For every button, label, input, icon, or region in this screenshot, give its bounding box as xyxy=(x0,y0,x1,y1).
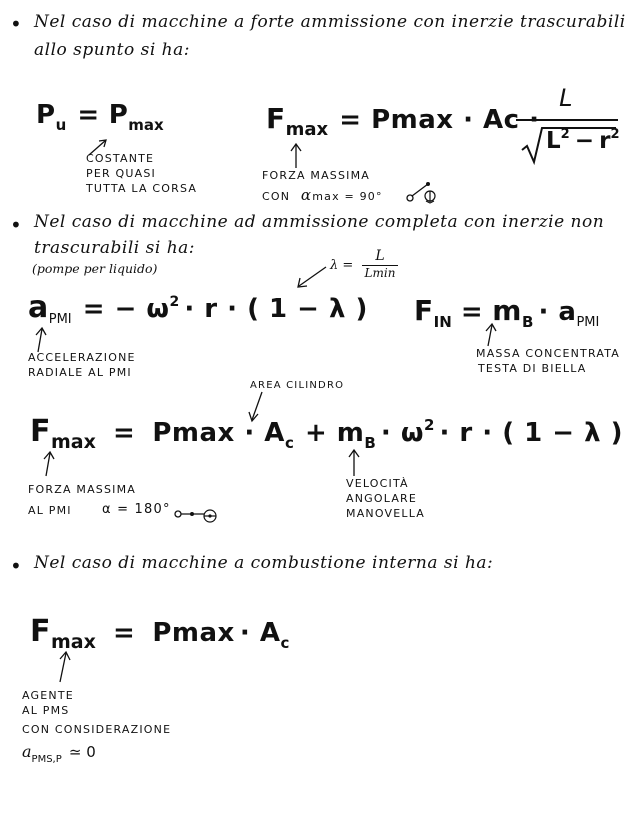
section2-text-line1: Nel caso di macchine ad ammissione completa con inerzie non xyxy=(34,212,605,232)
eq2-max: max xyxy=(51,431,96,453)
note-massa-line1: MASSA CONCENTRATA xyxy=(476,347,621,360)
final-sub: PMS,P xyxy=(31,754,62,765)
note-vel-line2: ANGOLARE xyxy=(346,492,418,505)
eq1-F: F xyxy=(266,102,286,135)
fin-sub: IN xyxy=(433,313,452,331)
note-forza-2: FORZA MASSIMA xyxy=(28,483,137,496)
note-agente xyxy=(22,688,171,737)
apmi-a: a xyxy=(28,290,49,325)
lambda-num: L xyxy=(375,248,385,264)
frac-den-minus: − xyxy=(574,128,595,154)
eq3-max: max xyxy=(51,631,96,653)
note-forza-1: FORZA MASSIMA xyxy=(262,169,371,182)
lambda-def: λ = xyxy=(330,258,354,273)
fin-m: m xyxy=(492,294,522,327)
eq3-equals: = xyxy=(112,618,136,648)
arrow-massa xyxy=(480,322,500,348)
apmi-rhs: = − ω xyxy=(82,294,170,324)
eq2-sq: 2 xyxy=(423,416,435,434)
alpha-val-1: = 90° xyxy=(344,190,383,203)
note-accel xyxy=(28,350,136,380)
eq-pu-rhs-max: max xyxy=(128,116,164,134)
arrow-agente xyxy=(54,650,74,684)
note-accel-line1: ACCELERAZIONE xyxy=(28,351,136,364)
frac-den-sq1: 2 xyxy=(560,127,570,142)
note-con: CON xyxy=(262,190,291,203)
section1-text-line2: allo spunto si ha: xyxy=(34,40,190,60)
eq2-plus: + m xyxy=(304,418,365,448)
note-vel-line1: VELOCITÀ xyxy=(346,477,409,490)
note-costante xyxy=(86,151,197,196)
bullet-1: • xyxy=(10,12,22,36)
note-al-pmi: AL PMI xyxy=(28,504,72,517)
note-alpha-180: α = 180° xyxy=(102,502,171,517)
final-relation xyxy=(22,742,96,765)
section3-text-line1: Nel caso di macchine a combustione interna si ha: xyxy=(34,553,494,573)
equation-fin xyxy=(414,294,600,331)
fin-dot-a: · a xyxy=(538,297,577,327)
eq2-F: F xyxy=(30,414,51,449)
frac-den-r: r xyxy=(599,128,611,154)
frac-den-sq2: 2 xyxy=(610,127,620,142)
fin-msub: B xyxy=(521,313,534,331)
eq1-rhs: = Pmax · Ac · xyxy=(339,105,540,135)
equation-fmax-1 xyxy=(266,102,540,140)
eq3-F: F xyxy=(30,614,51,649)
section2-text-line3: (pompe per liquido) xyxy=(32,261,158,276)
equation-pu xyxy=(36,100,164,134)
frac-numerator: L xyxy=(559,84,573,112)
arrow-velocita xyxy=(344,448,364,478)
equation-fmax-2 xyxy=(30,414,624,453)
fin-asub: PMI xyxy=(576,315,600,330)
note-costante-line3: TUTTA LA CORSA xyxy=(86,182,198,195)
note-vel-line3: MANOVELLA xyxy=(346,507,426,520)
fin-F: F xyxy=(414,294,434,327)
eq3-p: Pmax xyxy=(152,618,235,648)
note-agente-line3: CON CONSIDERAZIONE xyxy=(22,723,172,736)
alpha-symbol-1: α xyxy=(300,186,313,204)
section1-text-line1: Nel caso di macchine a forte ammissione con inerzie trascurabili xyxy=(34,12,626,32)
note-agente-line1: AGENTE xyxy=(22,689,74,702)
eq2-c: c xyxy=(284,434,294,452)
apmi-rest: · r · ( 1 − λ ) xyxy=(184,294,368,324)
lambda-den: Lmin xyxy=(364,266,396,280)
equation-fmax-3 xyxy=(30,614,290,653)
arrow-forza-2 xyxy=(38,450,58,478)
arrow-lambda xyxy=(294,264,330,290)
eq3-dot: · A xyxy=(239,618,281,648)
eq2-omega: · ω xyxy=(380,418,424,448)
fin-eq: = xyxy=(460,297,484,327)
eq2-rest: · r · ( 1 − λ ) xyxy=(439,418,624,448)
note-massa-line2: TESTA DI BIELLA xyxy=(478,362,587,375)
fraction-l-over-sqrt xyxy=(516,84,616,112)
alpha-sub-1: max xyxy=(312,190,340,203)
note-massa xyxy=(476,346,620,376)
note-area-cilindro: AREA CILINDRO xyxy=(250,380,345,391)
note-costante-line2: PER QUASI xyxy=(86,167,156,180)
frac-denominator xyxy=(546,128,620,154)
crank-90-icon xyxy=(404,180,444,204)
bullet-2: • xyxy=(10,213,22,237)
eq-pu-equals: = xyxy=(77,100,100,130)
final-rhs: ≃ 0 xyxy=(68,743,96,761)
eq-pu-p: P xyxy=(36,100,56,130)
final-a: a xyxy=(22,742,32,761)
note-con-alpha xyxy=(262,188,383,204)
eq2-B: B xyxy=(364,434,376,452)
eq3-c: c xyxy=(280,634,290,652)
apmi-sq: 2 xyxy=(169,294,180,310)
eq2-p: Pmax · A xyxy=(152,418,285,448)
apmi-sub: PMI xyxy=(48,312,72,327)
eq2-equals: = xyxy=(112,418,136,448)
eq1-max: max xyxy=(285,119,329,140)
frac-den-L: L xyxy=(546,128,561,154)
note-accel-line2: RADIALE AL PMI xyxy=(28,366,132,379)
section2-text-line2: trascurabili si ha: xyxy=(34,238,196,258)
note-velocita xyxy=(346,476,425,521)
bullet-3: • xyxy=(10,554,22,578)
note-agente-line2: AL PMS xyxy=(22,704,70,717)
arrow-forza-1 xyxy=(286,142,306,170)
note-costante-line1: COSTANTE xyxy=(86,152,155,165)
equation-apmi xyxy=(28,290,368,325)
eq-pu-sub: u xyxy=(55,116,67,134)
eq-pu-rhs-p: P xyxy=(108,100,129,130)
lambda-frac xyxy=(362,248,398,280)
crank-180-icon xyxy=(174,504,224,526)
